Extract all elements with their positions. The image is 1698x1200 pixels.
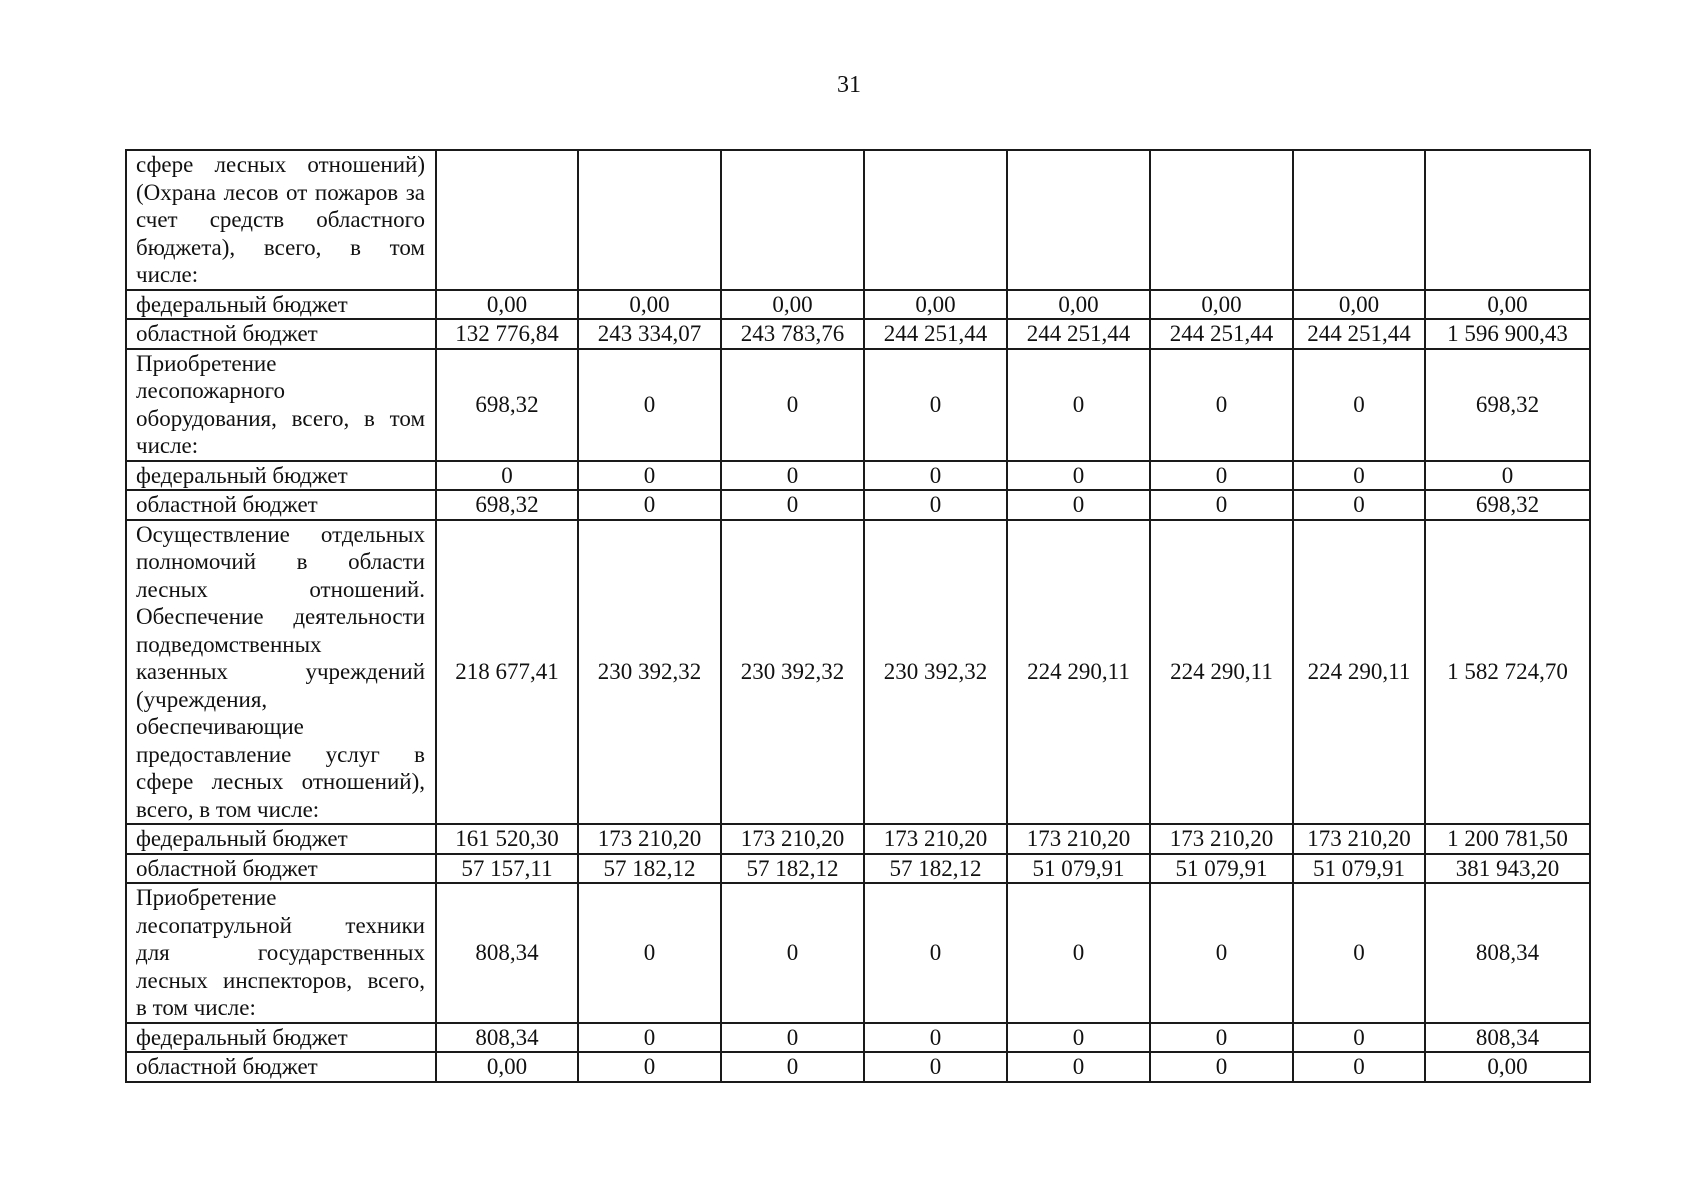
budget-value-cell: 0,00 <box>1425 1052 1590 1082</box>
budget-value-cell: 51 079,91 <box>1293 854 1425 884</box>
section-row <box>126 150 1590 290</box>
section-total-cell: 224 290,11 <box>1293 520 1425 825</box>
section-total-cell: 808,34 <box>1425 883 1590 1023</box>
section-title-line: счет средств областного <box>136 207 425 232</box>
section-title-line: (Охрана лесов от пожаров за <box>136 179 425 205</box>
section-total-cell: 0 <box>864 349 1007 461</box>
section-total-cell <box>864 150 1007 290</box>
section-total-cell <box>578 150 721 290</box>
budget-row-label: областной бюджет <box>126 319 436 349</box>
section-total-cell: 0 <box>721 349 864 461</box>
budget-row <box>126 824 1590 854</box>
budget-value-cell: 0,00 <box>864 290 1007 320</box>
budget-row-label: областной бюджет <box>126 854 436 884</box>
budget-value-cell: 244 251,44 <box>864 319 1007 349</box>
section-total-cell: 0 <box>1007 349 1150 461</box>
section-total-cell: 1 582 724,70 <box>1425 520 1590 825</box>
budget-value-cell: 173 210,20 <box>1007 824 1150 854</box>
section-total-cell: 218 677,41 <box>436 520 578 825</box>
budget-value-cell: 0 <box>721 1023 864 1053</box>
budget-row-label: областной бюджет <box>126 490 436 520</box>
budget-value-cell: 698,32 <box>436 490 578 520</box>
budget-row-label: федеральный бюджет <box>126 824 436 854</box>
section-title-line: казенных учреждений <box>136 659 425 684</box>
section-total-cell: 230 392,32 <box>864 520 1007 825</box>
budget-value-cell: 173 210,20 <box>1150 824 1293 854</box>
budget-value-cell: 0 <box>1425 461 1590 491</box>
budget-value-cell: 57 182,12 <box>721 854 864 884</box>
budget-value-cell: 0 <box>1150 1023 1293 1053</box>
budget-value-cell: 0 <box>578 490 721 520</box>
section-title-line: лесных инспекторов, всего, <box>136 967 425 993</box>
budget-value-cell: 244 251,44 <box>1007 319 1150 349</box>
budget-row-label: федеральный бюджет <box>126 290 436 320</box>
budget-value-cell: 244 251,44 <box>1150 319 1293 349</box>
budget-value-cell: 243 783,76 <box>721 319 864 349</box>
budget-value-cell: 173 210,20 <box>578 824 721 854</box>
section-title-line: всего, в том числе: <box>136 796 320 822</box>
section-title-line: обеспечивающие <box>136 714 304 739</box>
section-title-line: бюджета), всего, в том <box>136 234 425 260</box>
section-title-line: (учреждения, <box>136 686 268 712</box>
budget-row <box>126 490 1590 520</box>
budget-value-cell: 173 210,20 <box>864 824 1007 854</box>
section-title-line: полномочий в области <box>136 549 425 574</box>
section-total-cell: 0 <box>1293 883 1425 1023</box>
section-title-line: сфере лесных отношений), <box>136 769 425 794</box>
budget-value-cell: 0 <box>1007 490 1150 520</box>
budget-value-cell: 0,00 <box>1150 290 1293 320</box>
budget-value-cell: 173 210,20 <box>721 824 864 854</box>
section-total-cell: 0 <box>578 349 721 461</box>
budget-value-cell: 0 <box>1007 461 1150 491</box>
budget-value-cell: 0,00 <box>1293 290 1425 320</box>
budget-value-cell: 0 <box>721 461 864 491</box>
budget-value-cell: 0 <box>1293 490 1425 520</box>
budget-value-cell: 0 <box>864 1023 1007 1053</box>
section-total-cell: 808,34 <box>436 883 578 1023</box>
budget-value-cell: 0 <box>578 461 721 491</box>
section-row <box>126 520 1590 825</box>
budget-value-cell: 132 776,84 <box>436 319 578 349</box>
budget-value-cell: 808,34 <box>436 1023 578 1053</box>
budget-value-cell: 1 200 781,50 <box>1425 824 1590 854</box>
section-title-line: Обеспечение деятельности <box>136 604 425 629</box>
section-total-cell: 224 290,11 <box>1007 520 1150 825</box>
budget-row <box>126 1023 1590 1053</box>
budget-value-cell: 0,00 <box>1007 290 1150 320</box>
budget-row <box>126 319 1590 349</box>
section-title-line: сфере лесных отношений) <box>136 152 425 177</box>
section-title-line: лесных отношений. <box>136 576 425 602</box>
budget-table-body <box>126 150 1590 1082</box>
section-total-cell <box>436 150 578 290</box>
section-total-cell <box>1150 150 1293 290</box>
budget-row <box>126 290 1590 320</box>
budget-value-cell: 0,00 <box>721 290 864 320</box>
section-total-cell: 0 <box>578 883 721 1023</box>
budget-value-cell: 57 182,12 <box>578 854 721 884</box>
section-total-cell: 230 392,32 <box>721 520 864 825</box>
budget-table <box>125 149 1591 1083</box>
section-row <box>126 883 1590 1023</box>
budget-value-cell: 57 157,11 <box>436 854 578 884</box>
section-total-cell: 698,32 <box>1425 349 1590 461</box>
budget-value-cell: 0,00 <box>1425 290 1590 320</box>
budget-value-cell: 51 079,91 <box>1150 854 1293 884</box>
budget-value-cell: 0 <box>578 1023 721 1053</box>
budget-row <box>126 854 1590 884</box>
section-total-cell <box>1293 150 1425 290</box>
section-total-cell: 0 <box>721 883 864 1023</box>
section-row <box>126 349 1590 461</box>
budget-value-cell: 381 943,20 <box>1425 854 1590 884</box>
page-number: 31 <box>837 72 861 98</box>
section-title-line: предоставление услуг в <box>136 741 425 767</box>
budget-row-label: федеральный бюджет <box>126 461 436 491</box>
section-title <box>126 520 436 825</box>
budget-value-cell: 0 <box>721 1052 864 1082</box>
section-total-cell <box>1425 150 1590 290</box>
budget-value-cell: 0 <box>1293 1023 1425 1053</box>
section-title-line: лесопожарного <box>136 378 285 403</box>
section-total-cell: 0 <box>1293 349 1425 461</box>
budget-value-cell: 0,00 <box>436 1052 578 1082</box>
budget-value-cell: 0 <box>864 461 1007 491</box>
section-title-line: числе: <box>136 262 199 287</box>
budget-value-cell: 161 520,30 <box>436 824 578 854</box>
budget-row-label: областной бюджет <box>126 1052 436 1082</box>
section-title <box>126 883 436 1023</box>
budget-value-cell: 0 <box>864 490 1007 520</box>
budget-row <box>126 1052 1590 1082</box>
budget-value-cell: 808,34 <box>1425 1023 1590 1053</box>
budget-value-cell: 0 <box>1150 490 1293 520</box>
budget-value-cell: 0 <box>1293 1052 1425 1082</box>
budget-value-cell: 173 210,20 <box>1293 824 1425 854</box>
section-total-cell <box>721 150 864 290</box>
budget-value-cell: 0,00 <box>436 290 578 320</box>
budget-value-cell: 57 182,12 <box>864 854 1007 884</box>
budget-value-cell: 51 079,91 <box>1007 854 1150 884</box>
budget-value-cell: 0 <box>1007 1052 1150 1082</box>
section-total-cell: 230 392,32 <box>578 520 721 825</box>
budget-value-cell: 0 <box>1150 1052 1293 1082</box>
section-total-cell <box>1007 150 1150 290</box>
budget-value-cell: 0 <box>578 1052 721 1082</box>
budget-value-cell: 0 <box>436 461 578 491</box>
section-total-cell: 698,32 <box>436 349 578 461</box>
budget-value-cell: 243 334,07 <box>578 319 721 349</box>
budget-row <box>126 461 1590 491</box>
section-total-cell: 0 <box>1007 883 1150 1023</box>
section-title <box>126 349 436 461</box>
section-title-line: лесопатрульной техники <box>136 912 425 938</box>
budget-value-cell: 0 <box>1293 461 1425 491</box>
budget-value-cell: 0 <box>1150 461 1293 491</box>
section-title-line: Приобретение <box>136 350 277 376</box>
section-title-line: оборудования, всего, в том <box>136 405 425 431</box>
section-total-cell: 0 <box>864 883 1007 1023</box>
section-title-line: Осуществление отдельных <box>136 521 425 547</box>
budget-value-cell: 0 <box>864 1052 1007 1082</box>
section-title-line: для государственных <box>136 940 425 965</box>
budget-value-cell: 1 596 900,43 <box>1425 319 1590 349</box>
section-total-cell: 0 <box>1150 349 1293 461</box>
budget-value-cell: 0 <box>721 490 864 520</box>
section-total-cell: 0 <box>1150 883 1293 1023</box>
budget-value-cell: 698,32 <box>1425 490 1590 520</box>
section-title-line: в том числе: <box>136 995 256 1020</box>
section-title-line: Приобретение <box>136 885 277 910</box>
budget-value-cell: 0,00 <box>578 290 721 320</box>
section-total-cell: 224 290,11 <box>1150 520 1293 825</box>
budget-value-cell: 244 251,44 <box>1293 319 1425 349</box>
section-title-line: подведомственных <box>136 631 322 657</box>
section-title-line: числе: <box>136 433 199 458</box>
budget-value-cell: 0 <box>1007 1023 1150 1053</box>
budget-row-label: федеральный бюджет <box>126 1023 436 1053</box>
section-title <box>126 150 436 290</box>
